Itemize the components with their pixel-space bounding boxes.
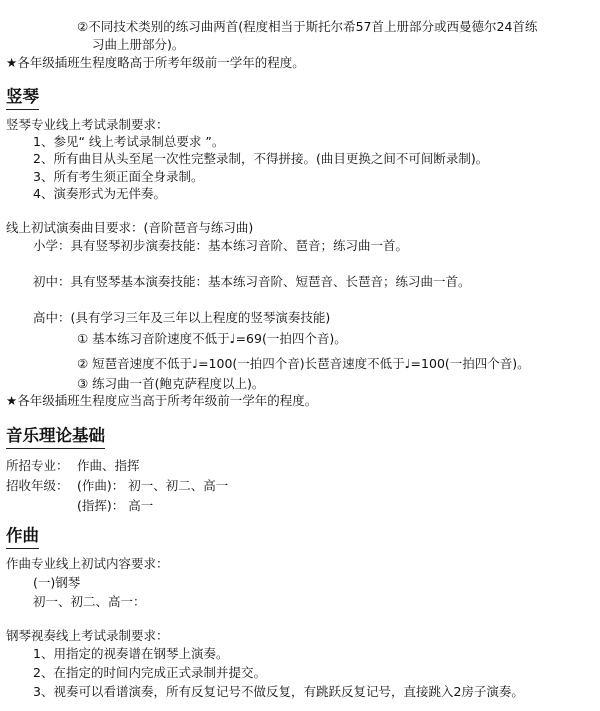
harp-requirement-1: 1、参见“ 线上考试录制总要求 ”。 <box>33 134 225 149</box>
grade-composition: (作曲)： 初一、初二、高一 <box>77 478 229 493</box>
major-label: 所招专业： <box>6 458 69 473</box>
harp-requirement-3: 3、所有考生须正面全身录制。 <box>33 169 204 184</box>
major-value: 作曲、指挥 <box>77 458 140 473</box>
repertoire-title: 线上初试演奏曲目要求：(音阶琶音与练习曲) <box>6 220 254 235</box>
sight-reading-title: 钢琴视奏线上考试录制要求： <box>6 628 169 643</box>
high-item-3: ③ 练习曲一首(鲍克萨程度以上)。 <box>77 376 265 391</box>
etude-item-2-line2: 习曲上册部分)。 <box>92 37 185 52</box>
sight-reading-req-1: 1、用指定的视奏谱在钢琴上演奏。 <box>33 646 229 661</box>
theory-heading: 音乐理论基础 <box>6 426 105 449</box>
transfer-note-1: ★各年级插班生程度略高于所考年级前一学年的程度。 <box>6 55 305 70</box>
harp-requirement-4: 4、演奏形式为无伴奏。 <box>33 186 166 201</box>
sight-reading-req-3: 3、视奏可以看谱演奏，所有反复记号不做反复，有跳跃反复记号，直接跳入2房子演奏。 <box>33 684 524 699</box>
grade-conducting: (指挥)： 高一 <box>77 498 154 513</box>
harp-heading: 竖琴 <box>6 87 39 110</box>
composition-heading: 作曲 <box>6 526 39 549</box>
sight-reading-req-2: 2、在指定的时间内完成正式录制并提交。 <box>33 665 266 680</box>
high-item-2: ② 短琶音速度不低于♩=100(一拍四个音)长琶音速度不低于♩=100(一拍四个音)。 <box>77 356 530 371</box>
transfer-note-2: ★各年级插班生程度应当高于所考年级前一学年的程度。 <box>6 393 318 408</box>
piano-label: (一)钢琴 <box>33 575 81 590</box>
repertoire-high: 高中：(具有学习三年及三年以上程度的竖琴演奏技能) <box>33 310 331 325</box>
piano-grades: 初一、初二、高一： <box>33 594 146 609</box>
grade-label: 招收年级： <box>6 478 69 493</box>
etude-item-2-line1: ②不同技术类别的练习曲两首(程度相当于斯托尔希57首上册部分或西曼德尔24首练 <box>77 19 538 34</box>
repertoire-primary: 小学：具有竖琴初步演奏技能：基本练习音阶、琶音；练习曲一首。 <box>33 238 409 253</box>
repertoire-middle: 初中：具有竖琴基本演奏技能：基本练习音阶、短琶音、长琶音；练习曲一首。 <box>33 274 471 289</box>
harp-requirement-2: 2、所有曲目从头至尾一次性完整录制，不得拼接。(曲目更换之间不可间断录制)。 <box>33 151 489 166</box>
high-item-1: ① 基本练习音阶速度不低于♩=69(一拍四个音)。 <box>77 331 347 346</box>
composition-content-title: 作曲专业线上初试内容要求： <box>6 556 169 571</box>
harp-requirements-title: 竖琴专业线上考试录制要求： <box>6 117 169 132</box>
